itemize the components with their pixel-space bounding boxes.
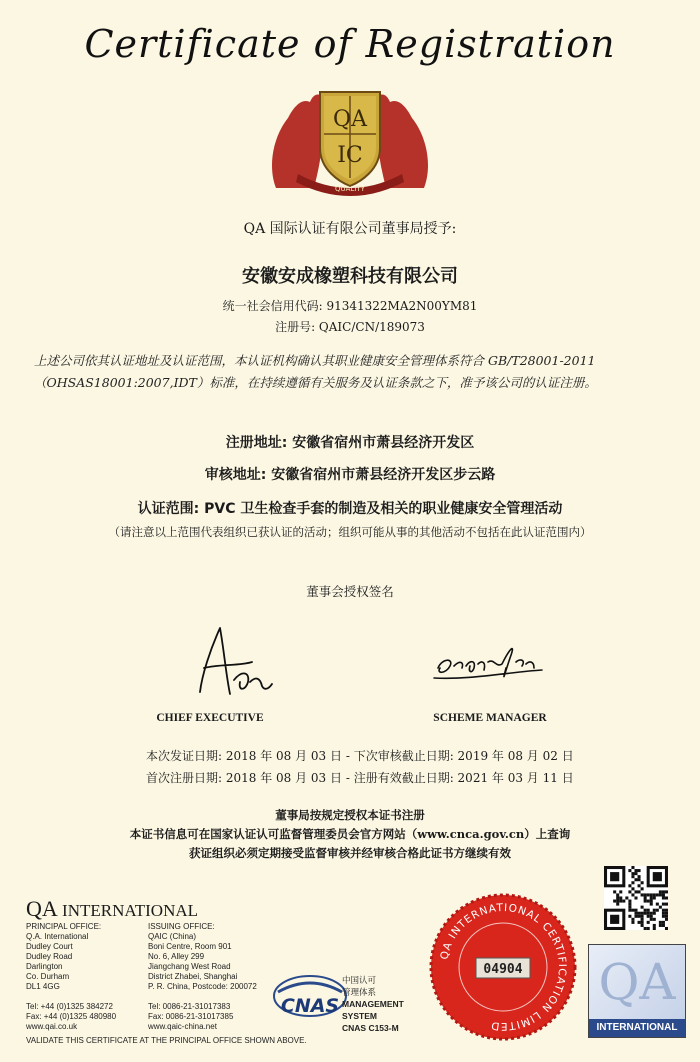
issuing-office-block: [148, 922, 278, 1032]
cnas-logo: [270, 972, 350, 1028]
dates-block: [146, 745, 646, 789]
badge-letters: QA: [598, 953, 676, 1011]
paragraph-line-2: （OHSAS18001:2007,IDT）标准，在持续遵循有关服务及认证条款之下，准予该公司的认证注册。: [34, 375, 597, 390]
qr-code: [604, 866, 668, 930]
company-name: 安徽安成橡塑科技有限公司: [242, 266, 458, 287]
credit-code: 统一社会信用代码: 91341322MA2N00YM81: [222, 299, 478, 313]
verify-text: 本证书信息可在国家认证认可监督管理委员会官方网站（www.cnca.gov.cn）上查询: [129, 827, 571, 841]
issuing-line: Boni Centre, Room 901: [148, 942, 232, 951]
registration-number: 注册号: QAIC/CN/189073: [275, 320, 425, 334]
cnas-text: [342, 974, 440, 1034]
principal-web: www.qai.co.uk: [26, 1022, 78, 1031]
audit-address: 审核地址: 安徽省宿州市萧县经济开发区步云路: [204, 467, 496, 483]
issue-date-line: 本次发证日期: 2018 年 08 月 03 日 - 下次审核截止日期: 2019 年 08 月 02 日: [146, 749, 574, 763]
qaic-crest-logo: [258, 78, 442, 196]
cnas-code: CNAS C153-M: [342, 1023, 399, 1033]
qa-international-heading: [26, 896, 198, 922]
seal-ring-text: QA INTERNATIONAL CERTIFICATION LIMITED: [438, 901, 569, 1033]
scheme-manager-signature: [430, 628, 550, 692]
red-certification-seal: [428, 892, 578, 1042]
validate-text: VALIDATE THIS CERTIFICATE AT THE PRINCIPAL OFFICE SHOWN ABOVE.: [26, 1036, 307, 1045]
paragraph-line-1: 上述公司依其认证地址及认证范围，本认证机构确认其职业健康安全管理体系符合 GB/T28001-2011: [34, 353, 596, 368]
certification-scope: 认证范围: PVC 卫生检查手套的制造及相关的职业健康安全管理活动: [137, 501, 563, 517]
principal-line: Q.A. International: [26, 932, 89, 941]
principal-office-block: [26, 922, 136, 1032]
principal-line: Co. Durham: [26, 972, 70, 981]
crest-letters-bottom: IC: [337, 143, 363, 168]
grant-text: QA 国际认证有限公司董事局授予:: [243, 221, 457, 237]
registered-address: 注册地址: 安徽省宿州市萧县经济开发区: [225, 435, 475, 451]
qa-letters: QA: [26, 896, 58, 921]
principal-line: Dudley Road: [26, 952, 73, 961]
principal-line: Dudley Court: [26, 942, 73, 951]
chief-executive-caption: CHIEF EXECUTIVE: [156, 712, 264, 724]
issuing-line: QAIC (China): [148, 932, 197, 941]
scheme-manager-caption: SCHEME MANAGER: [433, 712, 547, 724]
principal-line: Darlington: [26, 962, 63, 971]
issued-by-text: 董事局按规定授权本证书注册: [275, 808, 425, 822]
scope-note: （请注意以上范围代表组织已获认证的活动；组织可能从事的其他活动不包括在此认证范围内）: [108, 525, 592, 539]
issuing-line: P. R. China, Postcode: 200072: [148, 982, 257, 991]
qa-international-badge: [588, 944, 686, 1038]
conformity-paragraph: [34, 350, 674, 394]
principal-fax: Fax: +44 (0)1325 480980: [26, 1012, 117, 1021]
chief-executive-signature: [190, 620, 280, 700]
seal-number: 04904: [483, 962, 523, 977]
svg-text:CNAS: CNAS: [280, 995, 340, 1017]
principal-line: DL1 4GG: [26, 982, 60, 991]
supervision-text: 获证组织必须定期接受监督审核并经审核合格此证书方继续有效: [189, 846, 511, 860]
issuing-line: No. 6, Alley 299: [148, 952, 205, 961]
issuing-line: District Zhabei, Shanghai: [148, 972, 238, 981]
qa-word: INTERNATIONAL: [62, 901, 199, 920]
crest-banner: QUALITY: [335, 185, 365, 193]
crest-letters-top: QA: [333, 107, 367, 132]
issuing-fax: Fax: 0086-21-31017385: [148, 1012, 234, 1021]
principal-office-heading: PRINCIPAL OFFICE:: [26, 922, 102, 931]
cnas-mark: [270, 972, 440, 1033]
principal-tel: Tel: +44 (0)1325 384272: [26, 1002, 113, 1011]
certificate-title: Certificate of Registration: [84, 22, 616, 66]
badge-label: INTERNATIONAL: [589, 1019, 685, 1037]
cnas-cn1: 中国认可: [342, 975, 377, 985]
cnas-en: MANAGEMENT SYSTEM: [342, 999, 404, 1021]
cnas-cn2: 管理体系: [342, 987, 377, 997]
first-registration-line: 首次注册日期: 2018 年 08 月 03 日 - 注册有效截止日期: 2021 年 03 月 11 日: [146, 771, 574, 785]
issuing-web: www.qaic-china.net: [148, 1022, 217, 1031]
board-signature-label: 董事会授权签名: [306, 584, 394, 599]
issuing-tel: Tel: 0086-21-31017383: [148, 1002, 231, 1011]
issuing-office-heading: ISSUING OFFICE:: [148, 922, 215, 931]
issuing-line: Jiangchang West Road: [148, 962, 231, 971]
